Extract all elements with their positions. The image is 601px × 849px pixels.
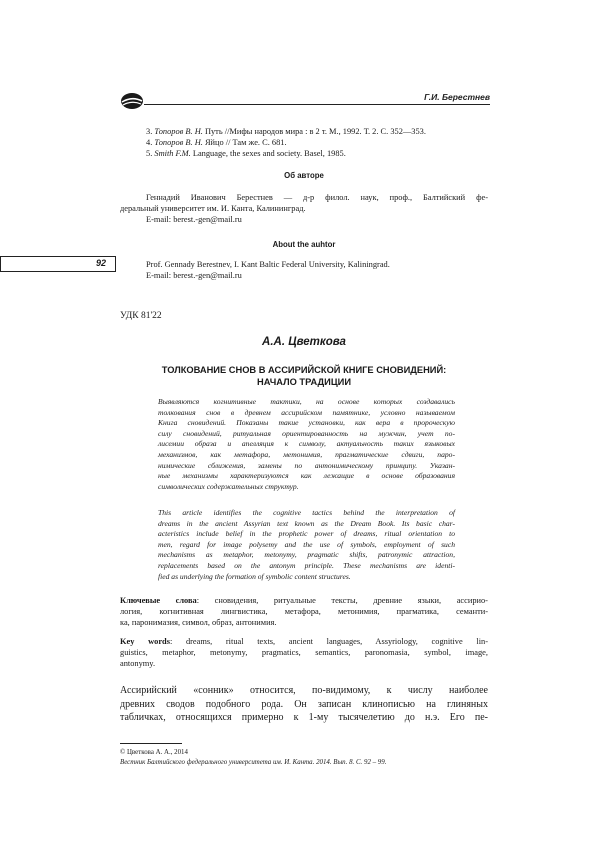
journal-logo-icon [120, 92, 144, 110]
running-header-author: Г.И. Берестнев [424, 92, 490, 102]
footer [120, 748, 386, 768]
body-text: Ассирийский «сонник» относится, по-видимому, к числу наиболее древних сводов подобного рода. Он записан клинописью на глиняных табличках, относящихся примерно к 1-му тысячелетию до н.э. Его пе- [120, 685, 488, 723]
about-author-ru-title: Об авторе [284, 171, 324, 180]
abstract-en: This article identifies the cognitive tactics behind the interpretation of dreams in the ancient Assyrian text known as the Dream Book. Its basic char- acteristics include belief in the prophetic power of dreams, ritual orientation to men, regard for image polysemy and the use of symbols, employment of such mechanisms as metaphor, metonymy, pragmatic shifts, patronymic attraction, replacements based on the antonym principle. These mechanisms are identi- fied as underlying the formation of symbolic content structures. [158, 508, 455, 581]
page-number: 92 [95, 258, 106, 268]
abstract-ru: Выявляются когнитивные тактики, на основе которых создавались толкования снов в древнем ассирийском памятнике, условно называемом Книга сновидений. Показаны такие установки, как вера в пророческую силу сновидений, ритуальная ориентированность на мужчин, учет по- лисемии образа и апелляция к символу, актуальность таких языковых механизмов, как метафора, метонимия, прагматические сдвиги, паро- нимические сближения, замены по антонимическому принципу. Указан- ные механизмы характеризуются как лежащие в основе образования символических содержательных структур. [158, 397, 455, 491]
reference-item: 5. Smith F.M. Language, the sexes and society. Basel, 1985. [146, 149, 346, 158]
header-rule [144, 104, 490, 105]
reference-list [146, 126, 426, 159]
keywords-ru: Ключевые слова: сновидения, ритуальные тексты, древние языки, ассирио- логия, когнитивная лингвистика, метафора, метонимия, прагматика, семанти- ка, паронимазия, символ, образ, антонимия. [120, 596, 488, 627]
about-author-en: Prof. Gennady Berestnev, I. Kant Baltic Federal University, Kaliningrad. E-mail: berest.-gen@mail.ru [146, 260, 390, 280]
about-author-en-title: About the auhtor [272, 240, 336, 249]
citation: Вестник Балтийского федерального университета им. И. Канта. 2014. Вып. 8. С. 92 – 99. [120, 758, 387, 766]
footnote-rule [120, 743, 182, 744]
copyright: © Цветкова А. А., 2014 [120, 749, 188, 756]
keywords-en: Key words: dreams, ritual texts, ancient languages, Assyriology, cognitive lin- guistics, metaphor, metonymy, pragmatics, semantics, paronomasia, symbol, image, antonymy. [120, 637, 488, 668]
about-author-ru: Геннадий Иванович Берестнев — д-р филол. наук, проф., Балтийский фе- деральный университет им. И. Канта, Калининград. E-mail: berest.-gen@mail.ru [120, 193, 488, 224]
udk-code: УДК 81'22 [120, 311, 162, 321]
reference-item: 3. Топоров В. Н. Путь //Мифы народов мира : в 2 т. М., 1992. Т. 2. С. 352—353. [146, 127, 426, 136]
article-author: А.А. Цветкова [262, 336, 346, 348]
reference-item: 4. Топоров В. Н. Яйцо // Там же. С. 681. [146, 138, 287, 147]
article-title: ТОЛКОВАНИЕ СНОВ В АССИРИЙСКОЙ КНИГЕ СНОВИДЕНИЙ: НАЧАЛО ТРАДИЦИИ [161, 365, 447, 387]
